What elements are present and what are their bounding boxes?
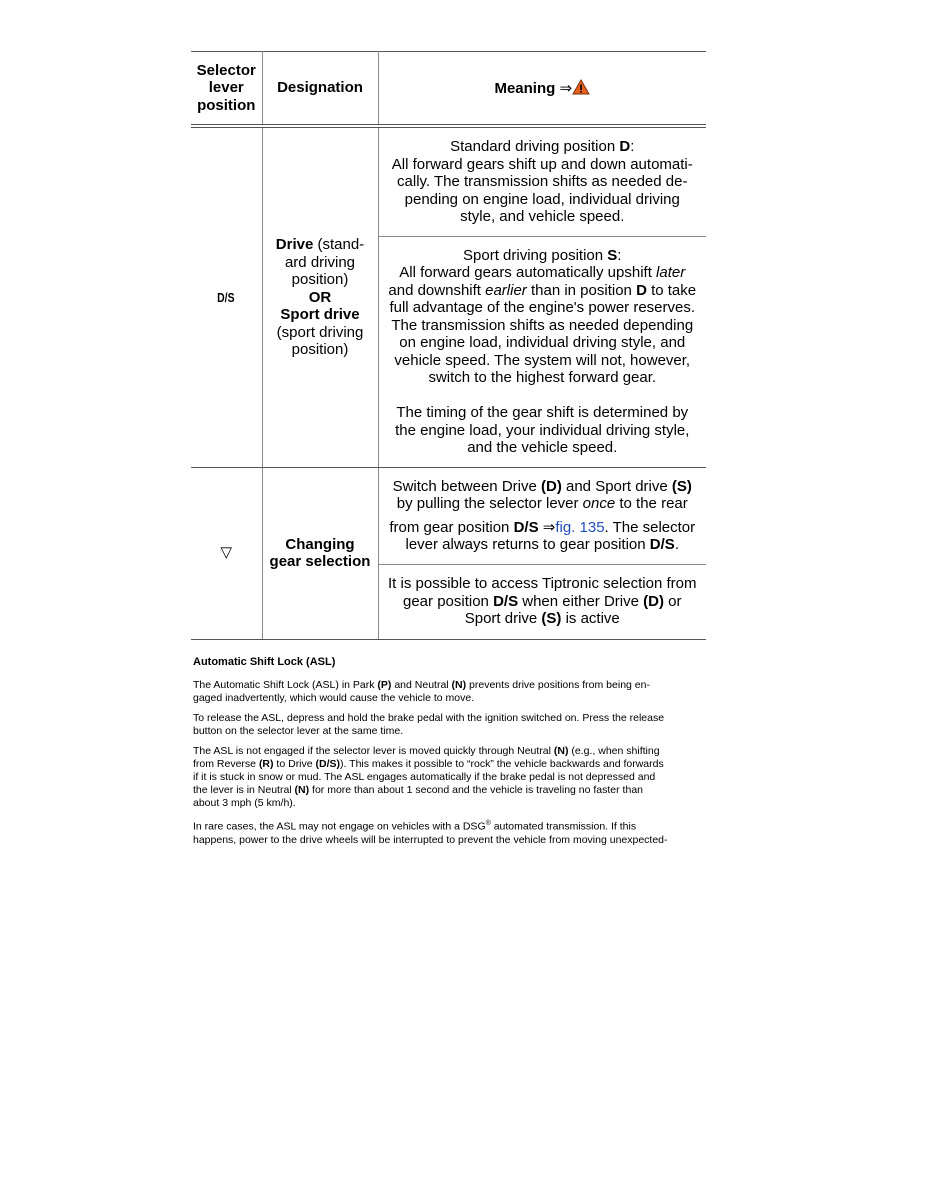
fig-135-link[interactable]: fig. 135 (555, 518, 605, 536)
position-ds-label: D/S (217, 289, 235, 305)
header-meaning: Meaning ⇒ (378, 52, 706, 127)
meaning-tiptronic: It is possible to access Tiptronic selection from gear position D/S when either Drive (D) or Sport drive (S) is active (378, 564, 706, 639)
designation-cell-changing-gear: Changing gear selection (262, 467, 378, 639)
asl-paragraph-3: The ASL is not engaged if the selector lever is moved quickly through Neutral (N) (e.g., when shifting from Reverse (R) to Drive (D/S)). This makes it possible to “rock” the vehicle backwards and forwards if it is stuck in snow or mud. The ASL engages automatically if the brake pedal is not depressed and the lever is in Neutral (N) for more than about 1 second and the vehicle is traveling no faster than about 3 mph (5 km/h). (193, 745, 664, 809)
asl-paragraph-1: The Automatic Shift Lock (ASL) in Park (P) and Neutral (N) prevents drive positions from being en- gaged inadvertently, which would cause the vehicle to move. (193, 679, 650, 704)
table-row-ds-standard (191, 126, 706, 236)
table-row-changing-gear (191, 467, 706, 564)
asl-paragraph-2: To release the ASL, depress and hold the brake pedal with the ignition switched on. Press the release button on the selector lever at the same time. (193, 712, 665, 737)
asl-heading: Automatic Shift Lock (ASL) (193, 656, 336, 668)
position-cell-ds (191, 126, 262, 467)
down-triangle-icon: ▽ (220, 544, 233, 562)
designation-cell-drive-sport: Drive (stand- ard driving position) OR Sport drive (sport driving position) (262, 126, 378, 467)
header-selector-lever-position: Selector lever position (191, 52, 262, 127)
asl-paragraph-4: In rare cases, the ASL may not engage on vehicles with a DSG® automated transmission. If this happens, power to the drive wheels will be interrupted to prevent the vehicle from moving unexpected- (193, 820, 668, 846)
header-designation: Designation (262, 52, 378, 127)
meaning-standard-driving: Standard driving position D: All forward gears shift up and down automati- cally. The transmission shifts as needed de- pending on engine load, individual driving style, and vehicle speed. (378, 126, 706, 236)
meaning-sport-driving: Sport driving position S: All forward gears automatically upshift later and downshift earlier than in position D to take full advantage of the engine's power reserves. The transmission shifts as needed depending on engine load, individual driving style, and vehicle speed. The system will not, however, switch to the highest forward gear. The timing of the gear shift is determined by the engine load, your individual driving style, and the vehicle speed. (378, 236, 706, 467)
position-cell-arrow (191, 467, 262, 639)
selector-lever-table (191, 51, 706, 640)
meaning-switch-drive-sport: Switch between Drive (D) and Sport drive (S) by pulling the selector lever once to the rear from gear position D/S ⇒fig. 135. The selector lever always returns to gear position D/S. (378, 467, 706, 564)
table-header-row (191, 52, 706, 127)
warning-triangle-icon (572, 79, 590, 95)
asl-section (193, 656, 706, 854)
